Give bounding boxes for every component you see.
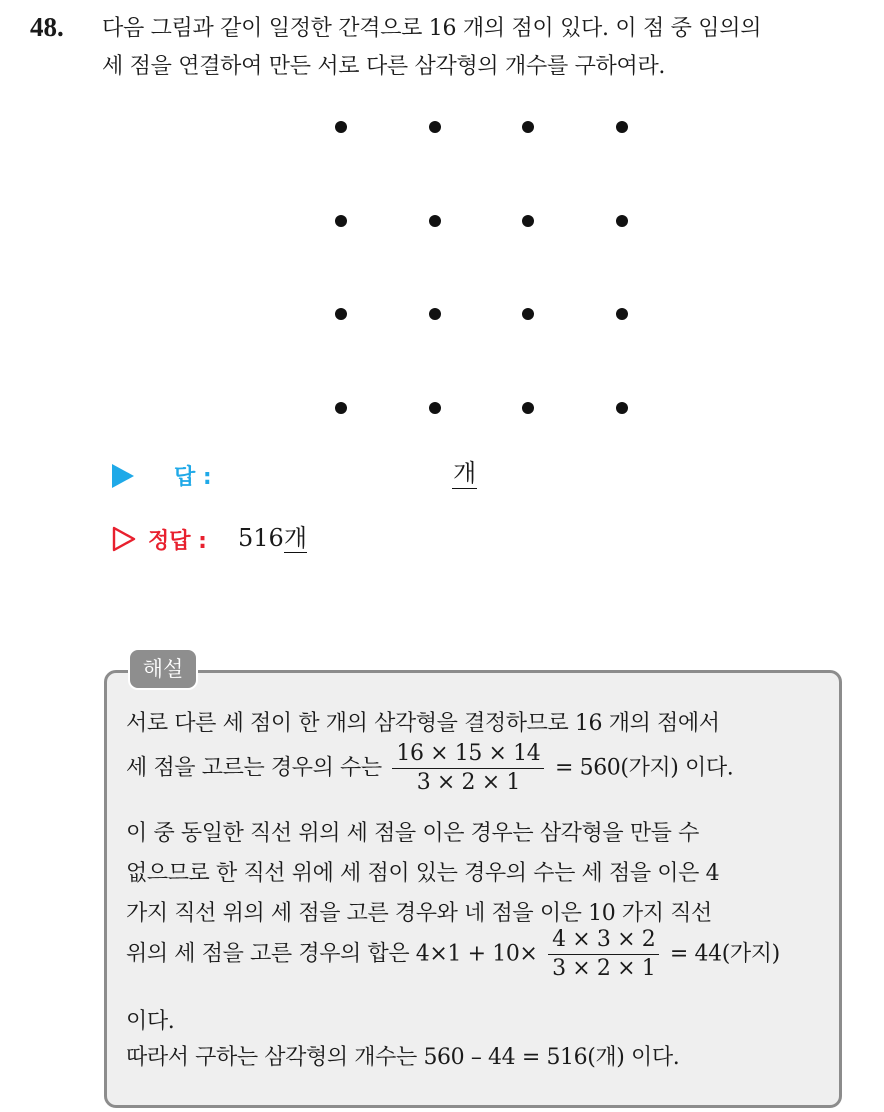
- grid-dot: [522, 121, 534, 133]
- problem-number: 48.: [30, 12, 64, 42]
- play-icon: [112, 464, 134, 488]
- explanation-line-2-post: = 560(가지) 이다.: [554, 755, 734, 781]
- problem-line-2: 세 점을 연결하여 만든 서로 다른 삼각형의 개수를 구하여라.: [102, 54, 666, 79]
- explanation-line-5: 가지 직선 위의 세 점을 고른 경우와 네 점을 이은 10 가지 직선: [126, 901, 712, 926]
- fraction-numerator: 4 × 3 × 2: [548, 926, 659, 955]
- explanation-line-6-post: = 44(가지): [669, 941, 780, 967]
- fraction-denominator: 3 × 2 × 1: [416, 770, 520, 795]
- dot-grid: [0, 0, 884, 440]
- fraction-combination-4: [548, 926, 659, 983]
- explanation-line-1: 서로 다른 세 점이 한 개의 삼각형을 결정하므로 16 개의 점에서: [126, 711, 720, 736]
- grid-dot: [429, 402, 441, 414]
- answer-label: 답 :: [174, 465, 212, 490]
- grid-dot: [616, 121, 628, 133]
- grid-dot: [522, 215, 534, 227]
- explanation-line-3: 이 중 동일한 직선 위의 세 점을 이은 경우는 삼각형을 만들 수: [126, 821, 699, 846]
- grid-dot: [616, 215, 628, 227]
- correct-answer-label: 정답 :: [148, 529, 207, 554]
- grid-dot: [429, 215, 441, 227]
- fraction-denominator: 3 × 2 × 1: [552, 956, 656, 981]
- explanation-line-6-pre: 위의 세 점을 고른 경우의 합은 4×1 + 10×: [126, 941, 538, 967]
- grid-dot: [616, 308, 628, 320]
- explanation-line-4: 없으므로 한 직선 위에 세 점이 있는 경우의 수는 세 점을 이은 4: [126, 861, 720, 886]
- correct-answer-unit: 개: [283, 524, 307, 552]
- explanation-line-2: [126, 740, 733, 797]
- grid-dot: [522, 402, 534, 414]
- fraction-combination-16: [392, 740, 544, 797]
- grid-dot: [522, 308, 534, 320]
- explanation-line-7: 이다.: [126, 1009, 175, 1034]
- answer-unit: 개: [453, 459, 477, 487]
- grid-dot: [429, 308, 441, 320]
- grid-dot: [335, 308, 347, 320]
- fraction-numerator: 16 × 15 × 14: [392, 740, 544, 769]
- correct-answer-row: [112, 522, 612, 562]
- grid-dot: [616, 402, 628, 414]
- explanation-line-8: 따라서 구하는 삼각형의 개수는 560 – 44 = 516(개) 이다.: [126, 1045, 680, 1070]
- grid-dot: [335, 402, 347, 414]
- problem-line-1: 다음 그림과 같이 일정한 간격으로 16 개의 점이 있다. 이 점 중 임의의: [102, 16, 762, 41]
- explanation-line-2-pre: 세 점을 고르는 경우의 수는: [126, 755, 382, 781]
- grid-dot: [429, 121, 441, 133]
- explanation-tag: 해설: [128, 648, 198, 690]
- answer-row: [112, 458, 612, 498]
- correct-answer-value: [238, 522, 307, 554]
- play-outline-icon: [112, 526, 136, 552]
- grid-dot: [335, 215, 347, 227]
- grid-dot: [335, 121, 347, 133]
- correct-answer-number: 516: [238, 524, 284, 552]
- explanation-line-6: [126, 926, 780, 983]
